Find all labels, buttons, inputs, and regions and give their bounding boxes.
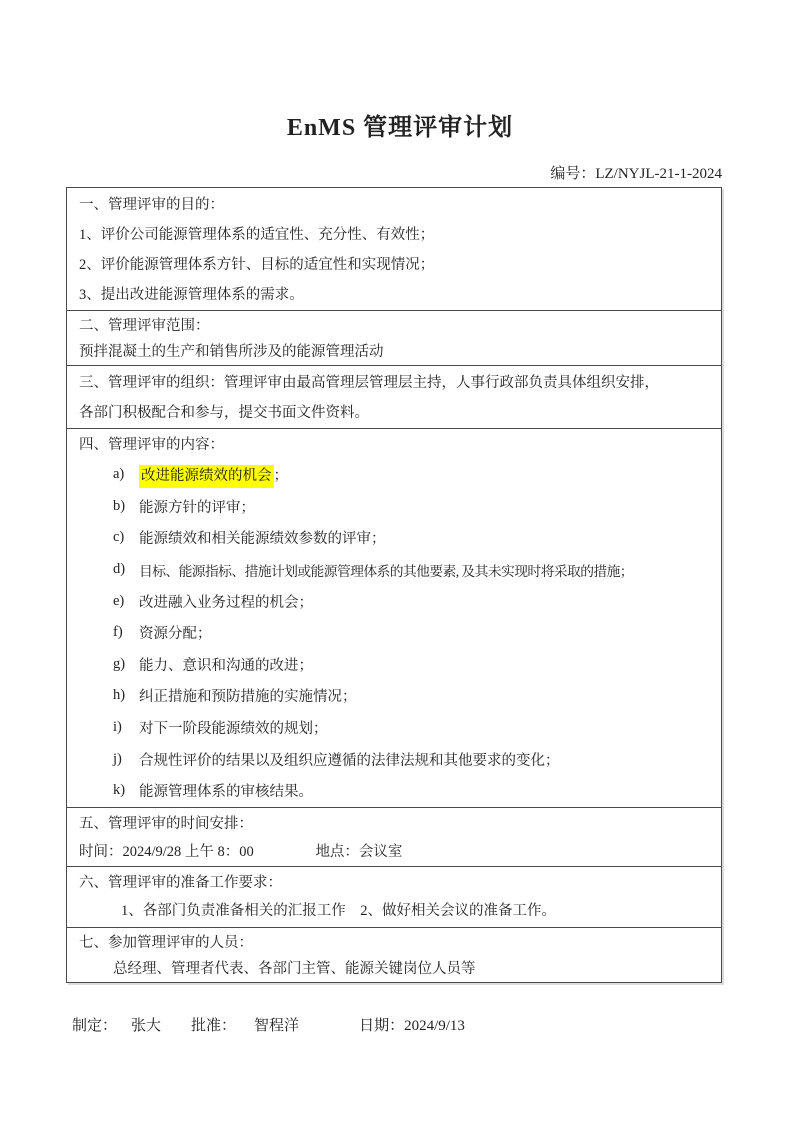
section-heading: 五、管理评审的时间安排： [79,816,253,832]
schedule-line [79,838,713,866]
list-item-g [79,649,713,681]
list-item-k [79,775,713,807]
list-item-letter: a) [113,466,125,483]
list-item-letter: g) [113,655,126,672]
table-row [67,188,722,311]
footer-date: 日期：2024/9/13 [359,1018,465,1034]
section-heading: 一、管理评审的目的： [79,197,224,213]
list-item-letter: c) [113,529,125,546]
list-item-e [79,585,713,617]
made-by-name: 张大 [131,1018,162,1034]
list-item-text: 能力、意识和沟通的改进； [139,657,313,674]
list-item-letter: k) [113,782,126,799]
section-organization [67,366,722,429]
list-item-text: 能源方针的评审； [139,499,255,516]
list-item-f [79,617,713,649]
list-item-c [79,522,713,554]
section-heading: 七、参加管理评审的人员： [79,935,253,951]
list-item-h [79,680,713,712]
list-item-j [79,743,713,775]
document-number: 编号：LZ/NYJL-21-1-2024 [550,166,722,182]
table-row [67,867,722,928]
list-item-text [139,464,288,485]
section-heading: 二、管理评审范围： [79,318,210,334]
section-scope [67,311,722,366]
list-item-text: 对下一阶段能源绩效的规划； [139,721,328,738]
section-purpose [67,188,722,311]
purpose-item: 3、提出改进能源管理体系的需求。 [79,287,304,303]
list-item-letter: h) [113,687,126,704]
list-item-a [79,459,713,491]
approved-by-label: 批准： [191,1018,237,1034]
list-item-letter: b) [113,497,126,514]
scope-body: 预拌混凝土的生产和销售所涉及的能源管理活动 [79,344,384,360]
section-preparation [67,867,722,928]
made-by-label: 制定： [72,1018,118,1034]
table-row [67,311,722,366]
section-participants [67,928,722,983]
list-item-text: 目标、能源指标、措施计划或能源管理体系的其他要素, 及其未实现时将采取的措施； [139,563,633,579]
list-item-text: 合规性评价的结果以及组织应遵循的法律法规和其他要求的变化； [139,752,560,769]
purpose-item: 1、评价公司能源管理体系的适宜性、充分性、有效性； [79,227,435,243]
list-item-letter: j) [113,750,122,767]
list-item-letter: e) [113,592,125,609]
list-item-d [79,554,713,586]
signature-footer [72,1015,800,1037]
schedule-place: 地点：会议室 [315,844,403,860]
list-item-tail: ； [273,468,288,485]
list-item-letter: f) [113,624,123,641]
table-row [67,429,722,808]
table-row [67,928,722,983]
participants-body: 总经理、管理者代表、各部门主管、能源关键岗位人员等 [113,961,476,977]
list-item-i [79,712,713,744]
table-row [67,366,722,429]
section-schedule [67,808,722,867]
list-item-letter: i) [113,719,122,736]
list-item-text: 纠正措施和预防措施的实施情况； [139,689,357,706]
purpose-item: 2、评价能源管理体系方针、目标的适宜性和实现情况； [79,257,435,273]
section-heading: 六、管理评审的准备工作要求： [79,875,282,891]
organization-line: 各部门积极配合和参与，提交书面文件资料。 [79,405,369,421]
organization-line: 三、管理评审的组织：管理评审由最高管理层管理层主持，人事行政部负责具体组织安排， [79,375,659,391]
section-content [67,429,722,808]
list-item-text: 能源绩效和相关能源绩效参数的评审； [139,531,386,548]
section-heading: 四、管理评审的内容： [79,437,224,453]
preparation-body: 1、各部门负责准备相关的汇报工作 2、做好相关会议的准备工作。 [121,903,556,919]
list-item-text: 改进融入业务过程的机会； [139,594,313,611]
page-title: EnMS 管理评审计划 [286,115,514,141]
review-plan-table [66,187,722,983]
list-item-text: 能源管理体系的审核结果。 [139,784,313,801]
list-item-letter: d) [113,561,126,578]
schedule-time: 时间：2024/9/28 上午 8：00 [79,844,254,860]
approved-by-name: 智程洋 [254,1018,300,1034]
table-row [67,808,722,867]
list-item-text: 资源分配； [139,626,212,643]
list-item-b [79,491,713,523]
highlighted-text: 改进能源绩效的机会 [139,465,274,488]
content-list [79,459,713,807]
